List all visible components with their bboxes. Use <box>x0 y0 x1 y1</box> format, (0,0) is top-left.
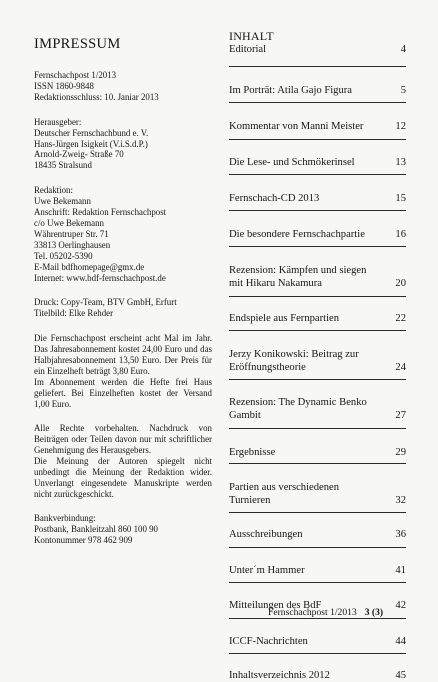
toc-entry-page: 42 <box>395 600 406 611</box>
inhalt-column <box>229 30 406 682</box>
page-footer <box>268 607 383 618</box>
toc-entry-title: Partien aus verschiedenen Turnieren <box>229 482 340 506</box>
toc-entry-title: Editorial <box>229 44 267 55</box>
subscription-paragraph: Die Fernschachpost erscheint acht Mal im Jahr. Das Jahresabonnement kostet 24,00 Euro und das Halbjahresabonnement 13,50 Euro. Der Preis für ein Einzelheft beträgt 3,80 Euro. <box>34 333 212 377</box>
editorial-line: Redaktion: <box>34 185 73 196</box>
bank-line: Postbank, Bankleitzahl 860 100 90 <box>34 524 158 535</box>
toc-entry-title: Endspiele aus Fernpartien <box>229 313 340 324</box>
toc-entry <box>229 43 406 67</box>
editorial-email: E-Mail bdfhomepage@gmx.de <box>34 261 145 272</box>
editorial-line: c/o Uwe Bekemann <box>34 217 104 228</box>
editorial-line: 33813 Oerlinghausen <box>34 239 111 250</box>
footer-page-number: 3 (3) <box>364 607 384 618</box>
toc-entry-page: 5 <box>400 85 406 96</box>
toc-entry-title: ICCF-Nachrichten <box>229 636 308 647</box>
toc-entry <box>229 140 406 175</box>
toc-entry <box>229 103 406 140</box>
editorial-line: Uwe Bekemann <box>34 196 91 207</box>
publisher-line: Herausgeber: <box>34 116 82 127</box>
toc-entry-page: 27 <box>395 410 406 421</box>
toc-entry-title: Kommentar von Manni Meister <box>229 121 364 132</box>
print-line: Druck: Copy-Team, BTV GmbH, Erfurt <box>34 297 177 308</box>
toc-entry-title: Ergebnisse <box>229 447 276 458</box>
publication-info <box>34 70 214 103</box>
toc-entry-page: 20 <box>395 278 406 289</box>
toc-entry-title: Mitteilungen des BdF <box>229 600 322 611</box>
toc-entry <box>229 380 406 429</box>
toc-entry-page: 44 <box>395 636 406 647</box>
subscription-paragraph: Im Abonnement werden die Hefte frei Haus geliefert. Bei Einzelheften kostet der Versand 1,00 Euro. <box>34 377 212 410</box>
editorial-line: Währentruper Str. 71 <box>34 228 109 239</box>
rights-paragraph: Die Meinung der Autoren spiegelt nicht unbedingt die Meinung der Redaktion wider. Unverlangt eingesendete Manuskripte werden nicht zurückgeschickt. <box>34 456 212 500</box>
print-info <box>34 297 214 319</box>
toc-entry-page: 15 <box>395 193 406 204</box>
rights-info <box>34 423 212 500</box>
toc-entry-title: Ausschreibungen <box>229 529 303 540</box>
toc-entry <box>229 654 406 682</box>
toc-entry-title: Im Porträt: Atila Gajo Figura <box>229 85 352 96</box>
toc-entry <box>229 247 406 297</box>
bank-line: Kontonummer 978 462 909 <box>34 535 133 546</box>
toc-entry-page: 29 <box>395 447 406 458</box>
toc-entry-page: 45 <box>395 670 406 681</box>
toc-entry-title: Die Lese- und Schmökerinsel <box>229 157 355 168</box>
rights-paragraph: Alle Rechte vorbehalten. Nachdruck von Beiträgen oder Teilen davon nur mit schriftlicher Genehmigung des Herausgebers. <box>34 423 212 456</box>
toc-entry <box>229 67 406 103</box>
toc-entry <box>229 513 406 548</box>
publisher-info <box>34 117 214 172</box>
editorial-line: Tel. 05202-5390 <box>34 250 93 261</box>
toc-entry-page: 12 <box>395 121 406 132</box>
toc-entry <box>229 297 406 331</box>
publication-line: ISSN 1860-9848 <box>34 80 94 91</box>
toc-entry-title: Fernschach-CD 2013 <box>229 193 320 204</box>
toc-entry-page: 4 <box>400 44 406 55</box>
toc-entry-title: Inhaltsverzeichnis 2012 <box>229 670 330 681</box>
editorial-line: Anschrift: Redaktion Fernschachpost <box>34 207 167 218</box>
toc-entry-title: Unter´m Hammer <box>229 565 305 576</box>
publisher-line: 18435 Stralsund <box>34 160 92 171</box>
bank-info <box>34 513 214 546</box>
publisher-line: Deutscher Fernschachbund e. V. <box>34 127 149 138</box>
impressum-column <box>34 36 214 560</box>
toc-entry <box>229 331 406 380</box>
print-line: Titelbild: Elke Rehder <box>34 308 114 319</box>
toc-entry <box>229 211 406 247</box>
toc-entry-page: 16 <box>395 229 406 240</box>
toc-entry <box>229 619 406 654</box>
toc-entry-page: 32 <box>395 495 406 506</box>
editorial-info <box>34 185 214 283</box>
toc-entry-title: Die besondere Fernschachpartie <box>229 229 365 240</box>
impressum-title: IMPRESSUM <box>34 36 121 52</box>
inhalt-title: INHALT <box>229 29 274 43</box>
toc-entry-title: Rezension: Kämpfen und siegen mit Hikaru Nakamura <box>229 265 367 289</box>
footer-issue: Fernschachpost 1/2013 <box>268 607 357 618</box>
toc-entry-page: 41 <box>395 565 406 576</box>
publication-line: Fernschachpost 1/2013 <box>34 70 117 80</box>
toc-entry <box>229 548 406 583</box>
toc-entry-page: 24 <box>395 362 406 373</box>
publisher-line: Hans-Jürgen Isigkeit (V.i.S.d.P.) <box>34 138 148 149</box>
table-of-contents <box>229 43 406 682</box>
toc-entry <box>229 175 406 211</box>
toc-entry-title: Jerzy Konikowski: Beitrag zur Eröffnungstheorie <box>229 349 359 373</box>
editorial-website: Internet: www.bdf-fernschachpost.de <box>34 272 166 283</box>
subscription-info <box>34 333 212 410</box>
toc-entry-page: 13 <box>395 157 406 168</box>
publisher-line: Arnold-Zweig- Straße 70 <box>34 149 124 160</box>
bank-line: Bankverbindung: <box>34 513 96 524</box>
toc-entry <box>229 429 406 464</box>
publication-line: Redaktionsschluss: 10. Janiar 2013 <box>34 91 159 102</box>
toc-entry-page: 36 <box>395 529 406 540</box>
toc-entry-title: Rezension: The Dynamic Benko Gambit <box>229 397 367 421</box>
toc-entry-page: 22 <box>395 313 406 324</box>
toc-entry <box>229 464 406 513</box>
